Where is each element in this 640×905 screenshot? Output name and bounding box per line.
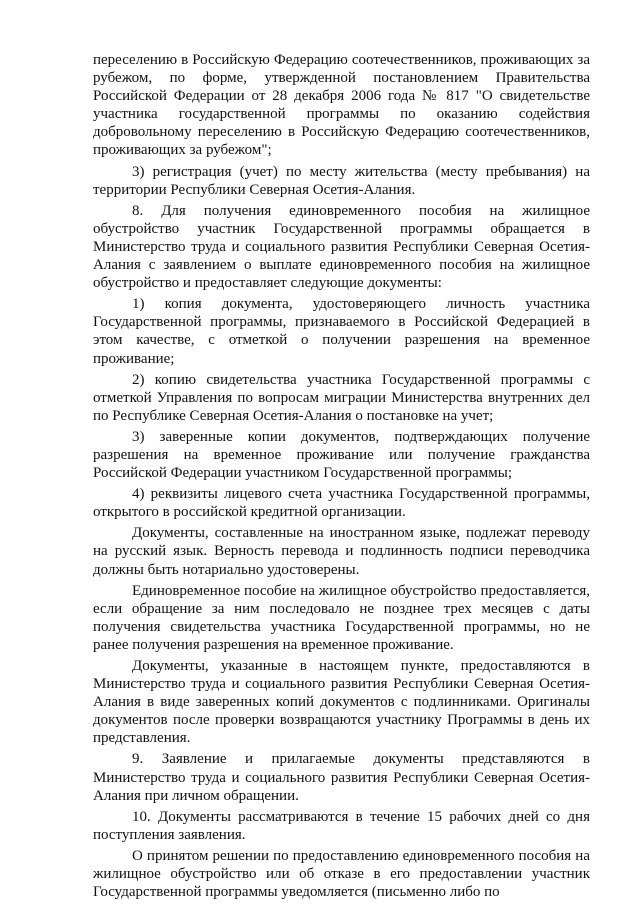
paragraph-registration: 3) регистрация (учет) по месту жительства (месту пребывания) на территории Республики Северная Осетия-Алания. [93,163,590,198]
paragraph-doc-3: 3) заверенные копии документов, подтверждающих получение разрешения на временное проживание или получение гражданства Российской Федерации участником Государственной программы; [93,428,590,482]
paragraph-doc-2: 2) копию свидетельства участника Государственной программы с отметкой Управления по вопросам миграции Министерства внутренних дел по Республике Северная Осетия-Алания о постановке на учет; [93,371,590,424]
paragraph-decision: О принятом решении по предоставлению единовременного пособия на жилищное обустройство или об отказе в его предоставлении участник Государственной программы уведомляется (письменно либо по [93,847,590,901]
paragraph-doc-4: 4) реквизиты лицевого счета участника Государственной программы, открытого в российской кредитной организации. [93,486,590,521]
paragraph-submission: Документы, указанные в настоящем пункте, предоставляются в Министерство труда и социального развития Республики Северная Осетия-Алания в виде заверенных копий документов с подлинниками. Оригиналы документов после проверки возвращаются участнику Программы в день их представления. [93,658,590,747]
paragraph-continuation: переселению в Российскую Федерацию соотечественников, проживающих за рубежом, по форме, утвержденной постановлением Правительства Российской Федерации от 28 декабря 2006 года № 817 "О свидетельстве участника государственной программы по оказанию содействия добровольному переселению в Российскую Федерацию соотечественников, проживающих за рубежом"; [93,52,590,159]
paragraph-deadline: Единовременное пособие на жилищное обустройство предоставляется, если обращение за ним последовало не позднее трех месяцев с даты получения свидетельства участника Государственной программы, но не ранее получения разрешения на временное проживание. [93,582,590,653]
paragraph-doc-1: 1) копия документа, удостоверяющего личность участника Государственной программы, признаваемого в Российской Федерацией в этом качестве, с отметкой о получении разрешения на временное проживание; [93,296,590,367]
paragraph-item-10: 10. Документы рассматриваются в течение 15 рабочих дней со дня поступления заявления. [93,808,590,843]
paragraph-translation: Документы, составленные на иностранном языке, подлежат переводу на русский язык. Верность перевода и подлинность подписи переводчика должны быть нотариально удостоверены. [93,525,590,578]
paragraph-item-9: 9. Заявление и прилагаемые документы представляются в Министерство труда и социального развития Республики Северная Осетия-Алания при личном обращении. [93,751,590,804]
paragraph-item-8: 8. Для получения единовременного пособия на жилищное обустройство участник Государственной программы обращается в Министерство труда и социального развития Республики Северная Осетия-Алания с заявлением о выплате единовременного пособия на жилищное обустройство и предоставляет следующие документы: [93,202,590,292]
